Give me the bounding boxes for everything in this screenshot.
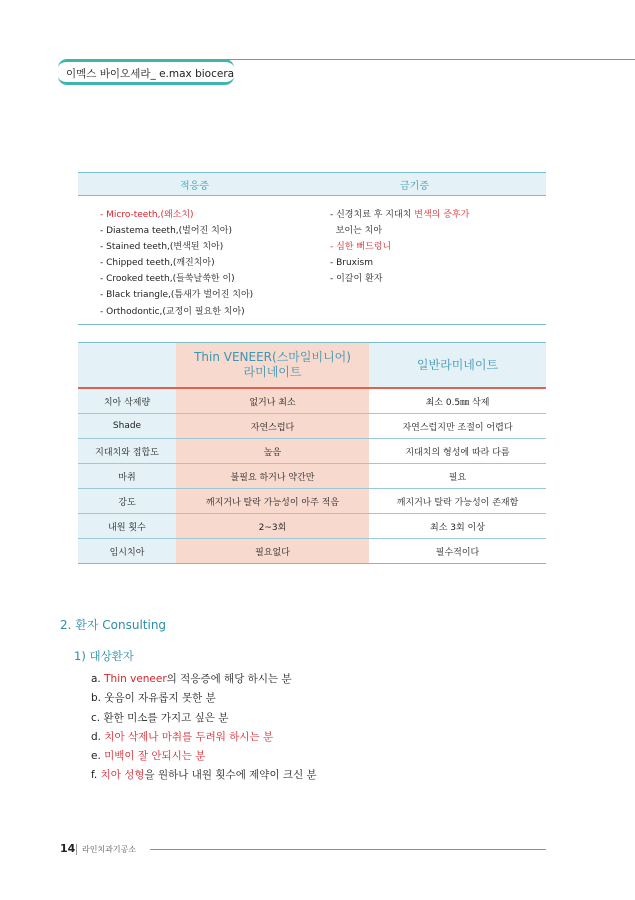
highlight-text: 치아 성형 xyxy=(100,769,145,782)
table-cell: 깨지거나 탈락 가능성이 아주 적음 xyxy=(176,489,369,514)
contraindications-list xyxy=(330,207,469,287)
target-patient-list xyxy=(91,670,317,786)
table-cell: 최소 0.5㎜ 삭제 xyxy=(369,388,546,414)
header-rule xyxy=(220,59,635,60)
table-row xyxy=(78,489,546,514)
contraindication-item xyxy=(330,255,469,271)
row-label-cell: 임시치아 xyxy=(78,539,176,564)
indication-item: - Micro-teeth,(왜소치) xyxy=(100,210,194,220)
contraindication-highlight: 변색의 증후가 xyxy=(414,210,470,220)
item-text: f. xyxy=(91,769,101,782)
table-row xyxy=(78,414,546,439)
table-cell: 높음 xyxy=(176,439,369,464)
indications-col-label: 적응증 xyxy=(180,181,209,192)
indication-item: - Crooked teeth,(들쑥날쑥한 이) xyxy=(100,274,235,285)
indication-item: - Diastema teeth,(벌어진 치아) xyxy=(100,226,233,237)
page-number: 14 xyxy=(60,842,76,855)
row-label-cell: 마취 xyxy=(78,464,176,489)
indication-item: - Orthodontic,(교정이 필요한 치아) xyxy=(100,306,245,317)
table-cell: 필요없다 xyxy=(176,539,369,564)
highlight-text: 미백이 잘 안되시는 분 xyxy=(104,750,206,763)
row-label-cell: 내원 횟수 xyxy=(78,514,176,539)
contraindication-text: 보이는 치아 xyxy=(330,226,383,237)
indication-item: - Chipped teeth,(깨진치아) xyxy=(100,258,215,269)
item-text: c. 환한 미소를 가지고 싶은 분 xyxy=(91,711,229,724)
contraindication-text: - Bruxism xyxy=(330,258,373,269)
item-text: e. xyxy=(91,750,105,763)
footer-rule xyxy=(150,849,546,850)
table-cell: 필요 xyxy=(369,464,546,489)
indications-table xyxy=(78,172,546,325)
highlight-text: Thin veneer xyxy=(104,673,167,685)
list-item xyxy=(91,709,317,728)
footer-separator xyxy=(76,844,77,855)
item-text: d. xyxy=(91,730,105,743)
running-header: 이멕스 바이오세라_ e.max biocera xyxy=(66,68,235,80)
list-item xyxy=(91,766,317,785)
section-subtitle: 1) 대상환자 xyxy=(74,649,134,663)
contraindication-item xyxy=(330,207,469,223)
table-row xyxy=(78,514,546,539)
table-cell: 최소 3회 이상 xyxy=(369,514,546,539)
comparison-header-1: Thin VENEER(스마일비니어) 라미네이트 xyxy=(176,343,369,389)
table-cell: 없거나 최소 xyxy=(176,388,369,414)
item-text: b. 웃음이 자유롭지 못한 분 xyxy=(91,692,216,705)
contraindications-col-label: 금기증 xyxy=(400,181,429,192)
row-label-cell: 강도 xyxy=(78,489,176,514)
row-label-cell: 치아 삭제량 xyxy=(78,388,176,414)
contraindication-item xyxy=(330,223,469,239)
contraindication-item xyxy=(330,271,469,287)
table-cell: 자연스럽지만 조절이 어렵다 xyxy=(369,414,546,439)
indications-list xyxy=(100,207,253,320)
table-row xyxy=(78,439,546,464)
table-cell: 불필요 하거나 약간만 xyxy=(176,464,369,489)
highlight-text: 치아 삭제나 마취를 두려워 하시는 분 xyxy=(104,730,274,743)
table-cell: 필수적이다 xyxy=(369,539,546,564)
contraindication-text: - 이갈이 환자 xyxy=(330,274,383,285)
list-item xyxy=(91,689,317,708)
list-item xyxy=(91,747,317,766)
list-item xyxy=(91,670,317,689)
section-title: 2. 환자 Consulting xyxy=(60,618,167,632)
contraindication-text: - 신경치료 후 지대치 xyxy=(330,210,415,220)
table-cell: 지대치의 형성에 따라 다름 xyxy=(369,439,546,464)
item-text: 의 적응증에 해당 하시는 분 xyxy=(166,673,292,685)
comparison-header-0 xyxy=(78,343,176,389)
comparison-table xyxy=(78,342,546,564)
table-row xyxy=(78,388,546,414)
comparison-header-2: 일반라미네이트 xyxy=(369,343,546,389)
indication-item: - Black triangle,(틈새가 벌어진 치아) xyxy=(100,290,254,301)
contraindication-item xyxy=(330,239,469,255)
table-row xyxy=(78,539,546,564)
row-label-cell: Shade xyxy=(78,414,176,439)
table-cell: 깨지거나 탈락 가능성이 존재함 xyxy=(369,489,546,514)
table-cell: 자연스럽다 xyxy=(176,414,369,439)
indication-item: - Stained teeth,(변색된 치아) xyxy=(100,242,224,253)
list-item xyxy=(91,728,317,747)
table-cell: 2~3회 xyxy=(176,514,369,539)
indications-header xyxy=(78,172,546,196)
row-label-cell: 지대치와 접합도 xyxy=(78,439,176,464)
item-text: a. xyxy=(91,673,105,685)
footer-book-name: 라인치과기공소 xyxy=(82,845,137,854)
contraindication-highlight: - 심한 뻐드렁니 xyxy=(330,242,392,253)
indications-bottom-rule xyxy=(78,324,546,325)
table-row xyxy=(78,464,546,489)
item-text: 을 원하나 내원 횟수에 제약이 크신 분 xyxy=(144,769,317,782)
